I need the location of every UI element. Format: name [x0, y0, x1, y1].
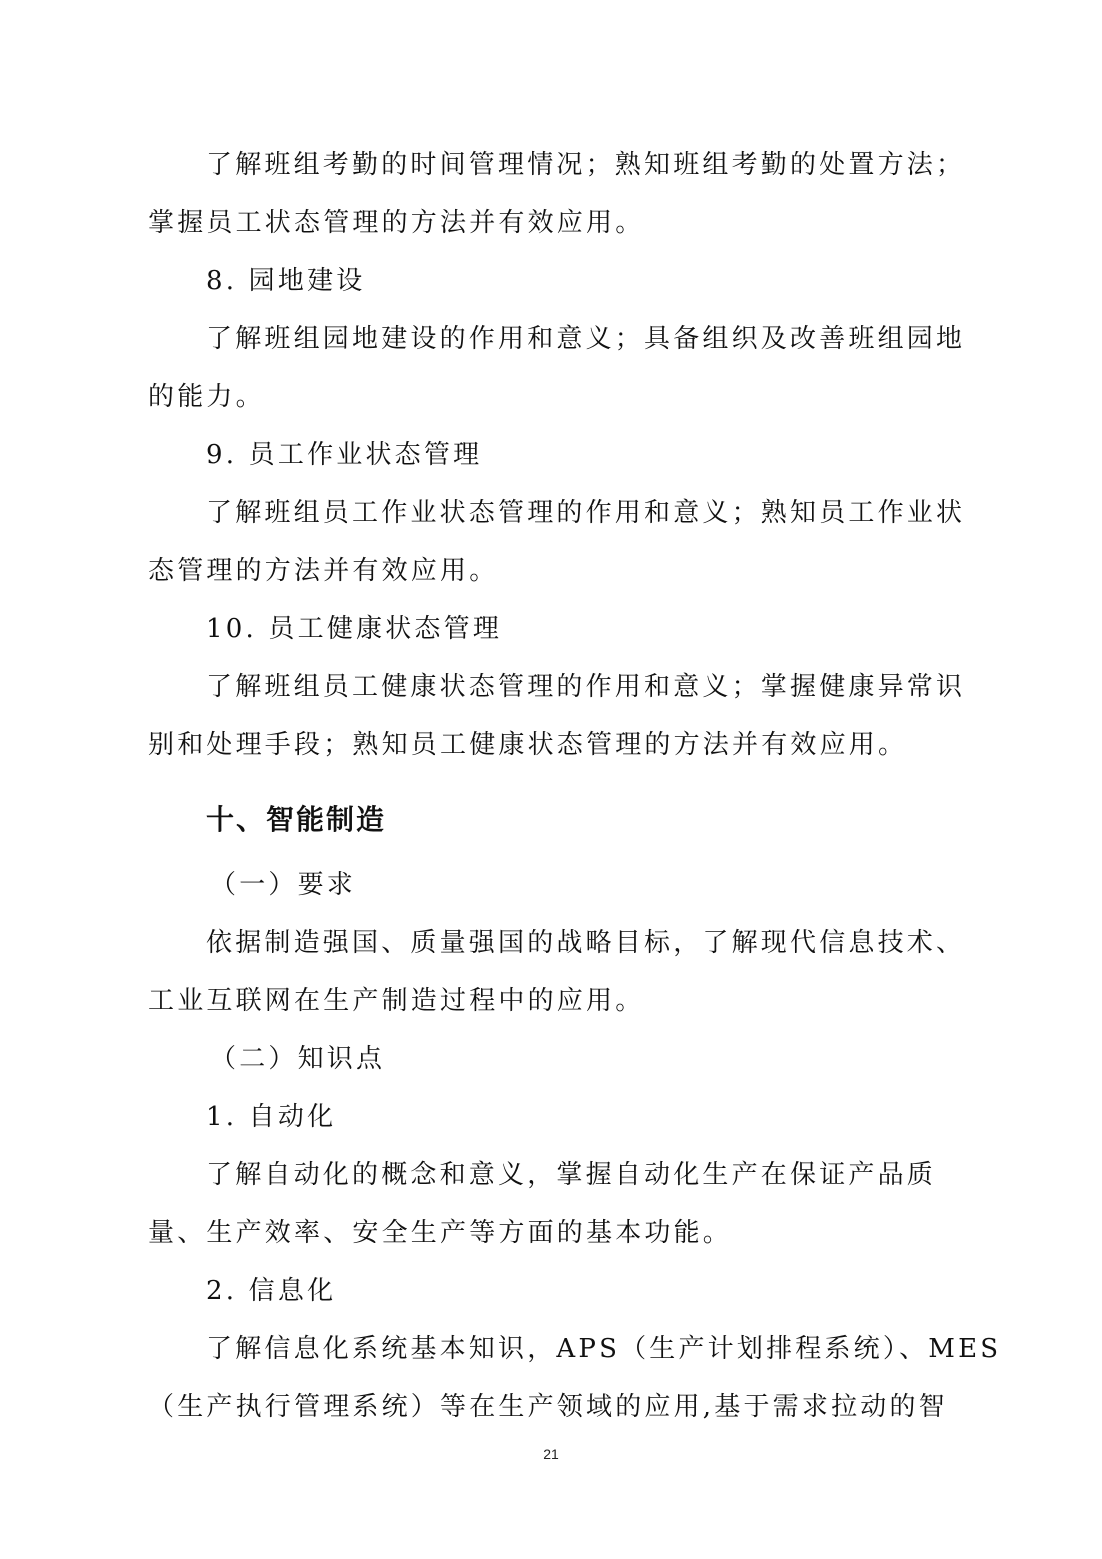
paragraph-line: 别和处理手段；熟知员工健康状态管理的方法并有效应用。: [148, 730, 908, 760]
paragraph-line: 的能力。: [148, 382, 265, 412]
paragraph-line: 了解班组园地建设的作用和意义；具备组织及改善班组园地: [206, 324, 966, 354]
paragraph-line: 依据制造强国、质量强国的战略目标，了解现代信息技术、: [206, 928, 966, 958]
page-content: [148, 136, 1002, 1436]
item-heading: 10. 员工健康状态管理: [206, 614, 503, 644]
item-heading: 2. 信息化: [206, 1276, 337, 1306]
paragraph-line: 态管理的方法并有效应用。: [148, 556, 499, 586]
page-number: 21: [543, 1446, 559, 1462]
item-heading: 9. 员工作业状态管理: [206, 440, 483, 470]
paragraph-line: 掌握员工状态管理的方法并有效应用。: [148, 208, 645, 238]
paragraph-line: （生产执行管理系统）等在生产领域的应用,基于需求拉动的智: [148, 1392, 948, 1422]
section-title: 十、智能制造: [206, 803, 387, 836]
subsection-heading: （一）要求: [210, 870, 357, 900]
paragraph-line: 了解班组员工健康状态管理的作用和意义；掌握健康异常识: [206, 672, 966, 702]
subsection-heading: （二）知识点: [210, 1044, 386, 1074]
paragraph-line: 工业互联网在生产制造过程中的应用。: [148, 986, 645, 1016]
paragraph-line: 了解班组考勤的时间管理情况；熟知班组考勤的处置方法；: [206, 150, 966, 180]
paragraph-line: 了解信息化系统基本知识，APS（生产计划排程系统）、MES: [206, 1334, 1002, 1364]
paragraph-line: 了解班组员工作业状态管理的作用和意义；熟知员工作业状: [206, 498, 966, 528]
paragraph-line: 了解自动化的概念和意义，掌握自动化生产在保证产品质: [206, 1160, 937, 1190]
item-heading: 8. 园地建设: [206, 266, 366, 296]
item-heading: 1. 自动化: [206, 1102, 337, 1132]
paragraph-line: 量、生产效率、安全生产等方面的基本功能。: [148, 1218, 733, 1248]
